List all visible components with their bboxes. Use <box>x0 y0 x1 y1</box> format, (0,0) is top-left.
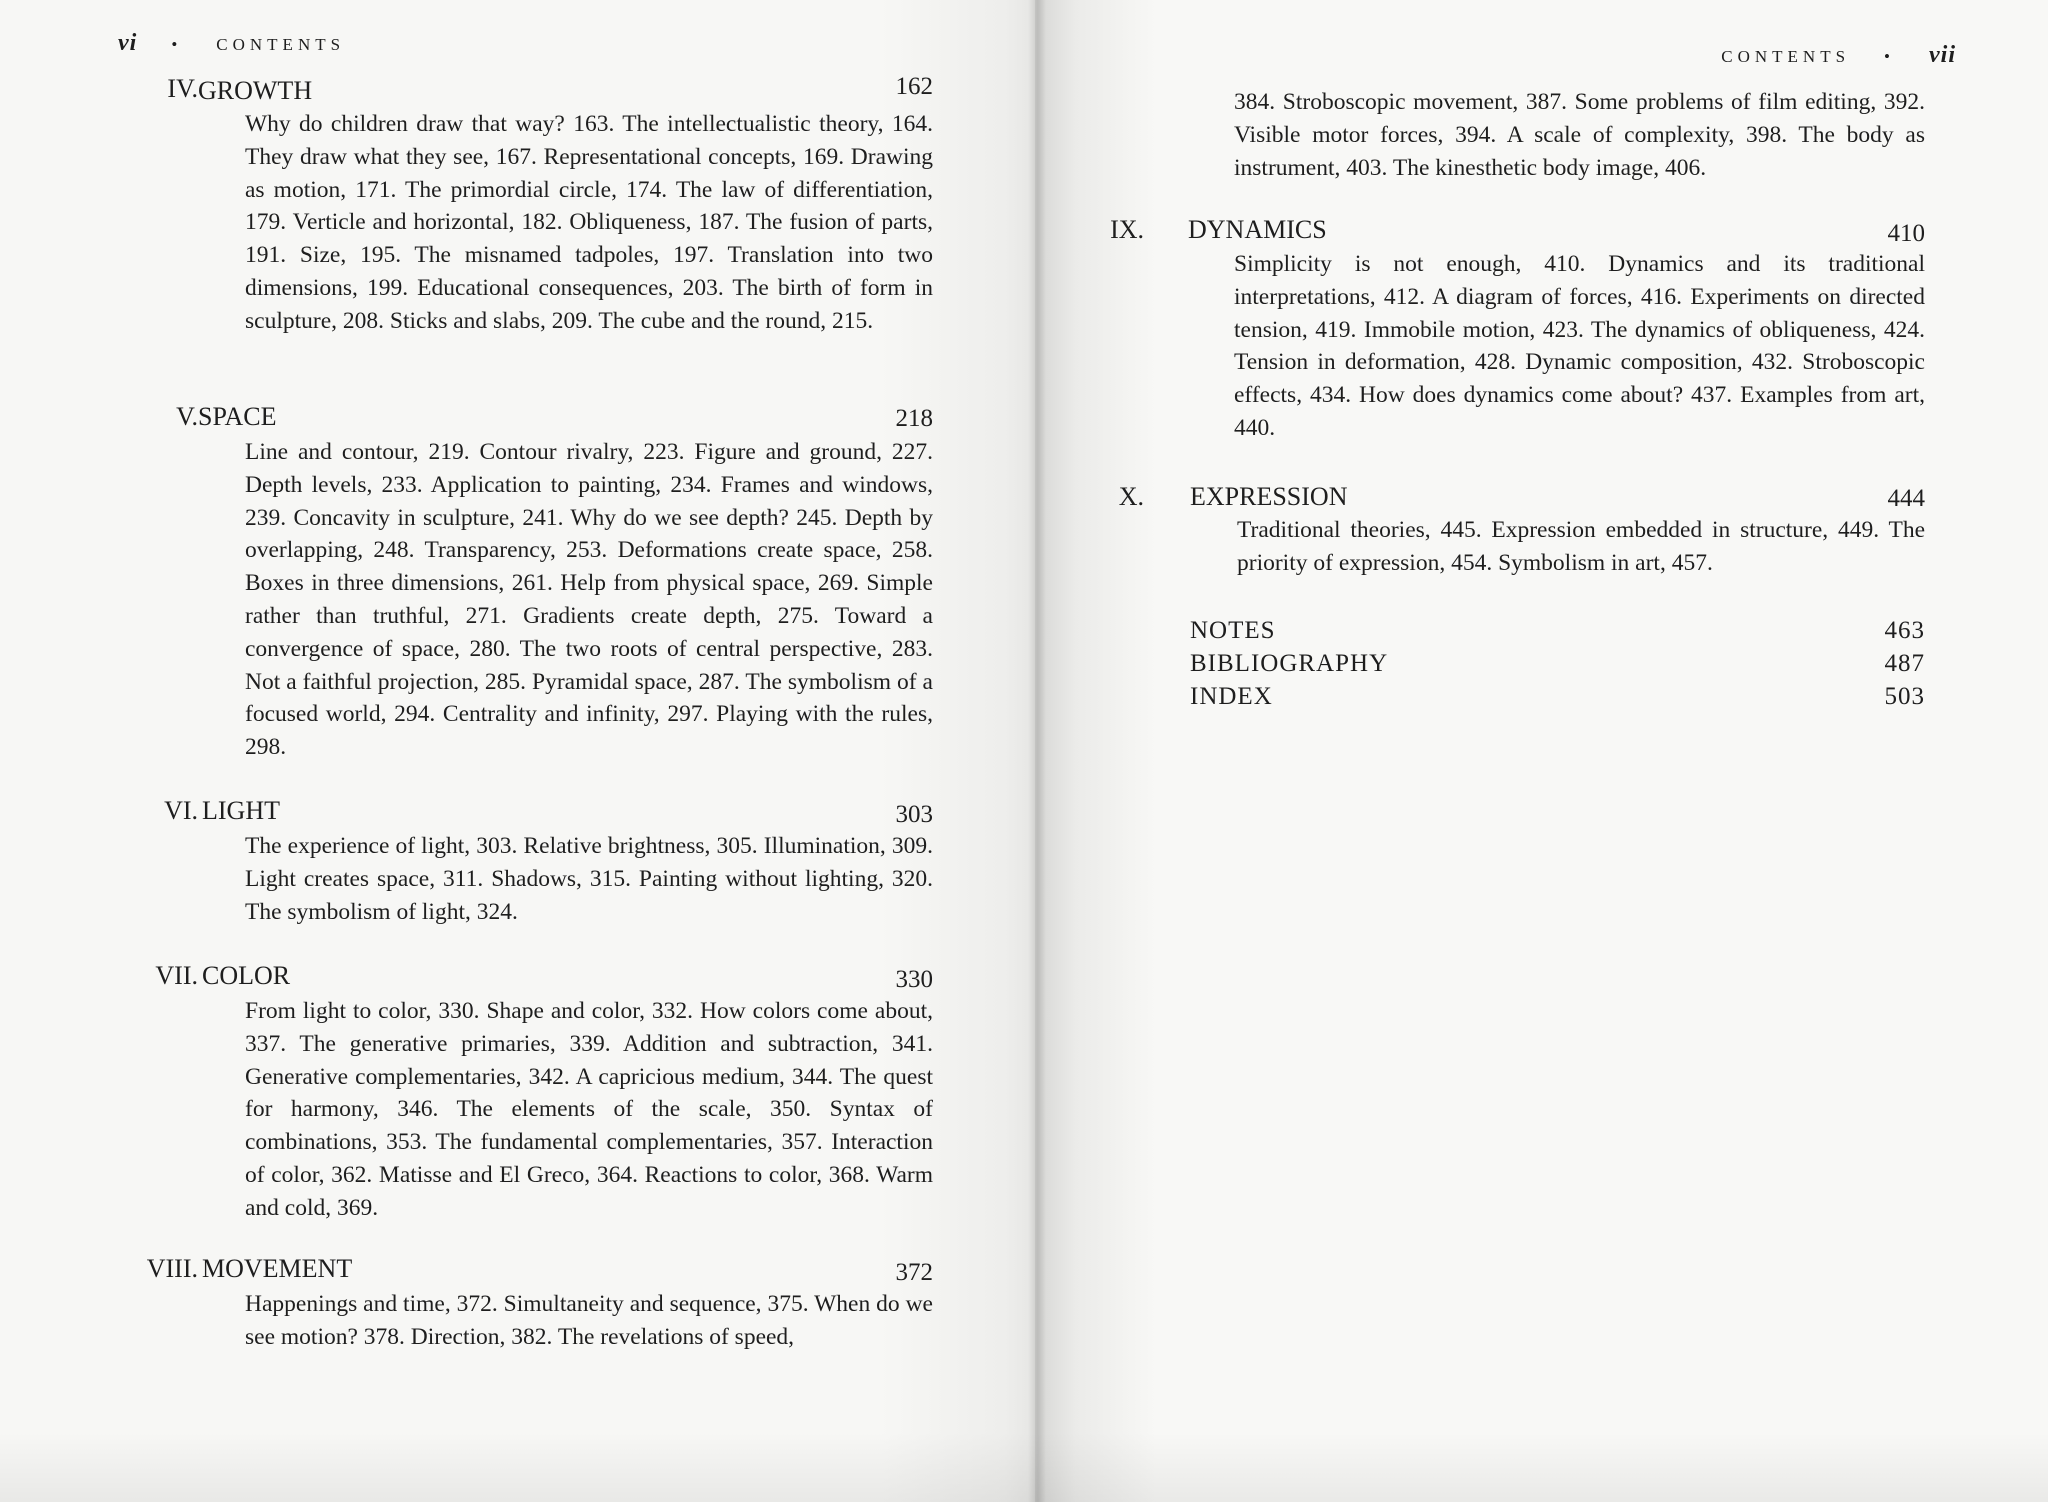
chapter-page: 330 <box>895 966 933 993</box>
chapter-title: LIGHT <box>202 796 280 825</box>
chapter-subtopics: Happenings and time, 372. Simultaneity and sequence, 375. When do we see motion? 378. Direction, 382. The revelations of speed, <box>245 1291 933 1350</box>
chapter-page: 303 <box>895 801 933 828</box>
end-matter-title: BIBLIOGRAPHY <box>1190 650 1389 677</box>
chapter-numeral: V. <box>176 402 198 431</box>
book-gutter <box>1028 0 1046 1502</box>
chapter-numeral: X. <box>1118 482 1144 511</box>
page-folio: vi <box>118 30 138 56</box>
end-matter-row <box>1190 647 1925 680</box>
chapter-numeral: VI. <box>164 796 198 825</box>
chapter-title: DYNAMICS <box>1188 215 1327 244</box>
running-header-left <box>118 30 345 57</box>
chapter-title: EXPRESSION <box>1190 482 1348 511</box>
chapter-title: COLOR <box>202 961 291 990</box>
chapter-subtopics: The experience of light, 303. Relative brightness, 305. Illumination, 309. Light creates space, 311. Shadows, 315. Painting without lighting, 320. The symbolism of light, 324. <box>245 833 933 925</box>
chapter-page: 372 <box>895 1259 933 1286</box>
chapter-subtopics: From light to color, 330. Shape and color, 332. How colors come about, 337. The generative primaries, 339. Addition and subtraction, 341. Generative complementaries, 342. A capricious medium, 344. The quest for harmony, 346. The elements of the scale, 350. Syntax of combinations, 353. The fundamental complementaries, 357. Interaction of color, 362. Matisse and El Greco, 364. Reactions to color, 368. Warm and cold, 369. <box>245 998 933 1221</box>
chapter-subtopics: Traditional theories, 445. Expression embedded in structure, 449. The priority of expression, 454. Symbolism in art, 457. <box>1237 517 1925 576</box>
running-title: CONTENTS <box>216 35 346 54</box>
chapter-page: 218 <box>895 405 933 432</box>
page-folio: vii <box>1929 42 1956 68</box>
chapter-page: 410 <box>1887 220 1925 247</box>
page-bottom-shadow <box>0 1432 2048 1502</box>
chapter-numeral: IV. <box>167 74 198 103</box>
chapter-title: GROWTH <box>198 76 313 105</box>
chapter-numeral: IX. <box>1110 215 1144 244</box>
end-matter-row <box>1190 614 1925 647</box>
chapter-subtopics: Simplicity is not enough, 410. Dynamics and its traditional interpretations, 412. A diagram of forces, 416. Experiments on directed tension, 419. Immobile motion, 423. The dynamics of obliqueness, 424. Tension in deformation, 428. Dynamic composition, 432. Stroboscopic effects, 434. How does dynamics come about? 437. Examples from art, 440. <box>1234 251 1925 441</box>
chapter-subtopics: 384. Stroboscopic movement, 387. Some problems of film editing, 392. Visible motor forces, 394. A scale of complexity, 398. The body as instrument, 403. The kinesthetic body image, 406. <box>1234 89 1925 181</box>
chapter-page: 162 <box>895 73 933 100</box>
chapter-subtopics: Line and contour, 219. Contour rivalry, 223. Figure and ground, 227. Depth levels, 233. Application to painting, 234. Frames and windows, 239. Concavity in sculpture, 241. Why do we see depth? 245. Depth by overlapping, 248. Transparency, 253. Deformations create space, 258. Boxes in three dimensions, 261. Help from physical space, 269. Simple rather than truthful, 271. Gradients create depth, 275. Toward a convergence of space, 280. The two roots of central perspective, 283. Not a faithful projection, 285. Pyramidal space, 287. The symbolism of a focused world, 294. Centrality and infinity, 297. Playing with the rules, 298. <box>245 439 933 761</box>
end-matter-page: 503 <box>1884 683 1925 710</box>
end-matter-title: NOTES <box>1190 617 1276 644</box>
end-matter-title: INDEX <box>1190 683 1273 710</box>
end-matter-row <box>1190 680 1925 713</box>
chapter-numeral: VIII. <box>146 1254 198 1283</box>
header-bullet: • <box>1884 47 1895 66</box>
chapter-page: 444 <box>1887 485 1925 512</box>
running-header-right <box>1721 42 1956 69</box>
end-matter-list <box>1190 614 1925 713</box>
end-matter-page: 463 <box>1884 617 1925 644</box>
header-bullet: • <box>171 35 183 54</box>
chapter-title: SPACE <box>198 402 277 431</box>
end-matter-page: 487 <box>1884 650 1925 677</box>
running-title: CONTENTS <box>1721 47 1851 66</box>
chapter-subtopics: Why do children draw that way? 163. The intellectualistic theory, 164. They draw what they see, 167. Representational concepts, 169. Drawing as motion, 171. The primordial circle, 174. The law of differentiation, 179. Verticle and horizontal, 182. Obliqueness, 187. The fusion of parts, 191. Size, 195. The misnamed tadpoles, 197. Translation into two dimensions, 199. Educational consequences, 203. The birth of form in sculpture, 208. Sticks and slabs, 209. The cube and the round, 215. <box>245 111 933 334</box>
chapter-numeral: VII. <box>155 961 198 990</box>
chapter-title: MOVEMENT <box>202 1254 353 1283</box>
